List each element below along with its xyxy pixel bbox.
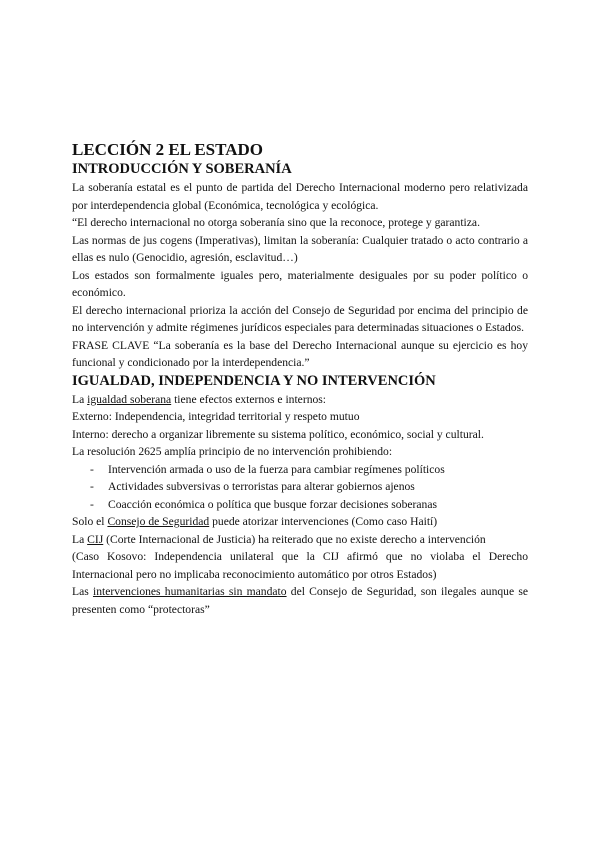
paragraph: La resolución 2625 amplía principio de no intervención prohibiendo:	[72, 445, 393, 458]
paragraph: “El derecho internacional no otorga soberanía sino que la reconoce, protege y garantiza.	[72, 216, 480, 229]
underlined-term: CIJ	[87, 532, 104, 546]
paragraph: Externo: Independencia, integridad territorial y respeto mutuo	[72, 410, 360, 423]
section-heading-introduccion: INTRODUCCIÓN Y SOBERANÍA	[72, 161, 292, 177]
text: Las	[72, 585, 93, 598]
paragraph	[72, 513, 528, 531]
list-item: - Coacción económica o política que busque forzar decisiones soberanas	[90, 496, 528, 514]
paragraph	[72, 391, 528, 409]
underlined-term: intervenciones humanitarias sin mandato	[92, 585, 287, 598]
section-heading-igualdad: IGUALDAD, INDEPENDENCIA Y NO INTERVENCIÓN	[72, 372, 436, 389]
bullet-list	[72, 461, 528, 514]
text: del Consejo de Seguridad, son ilegales aunque se presenten como “protectoras”	[72, 585, 529, 616]
text: tiene efectos externos e internos:	[171, 392, 327, 406]
text: Solo el	[72, 515, 108, 528]
text: La	[72, 392, 88, 406]
underlined-term: Consejo de Seguridad	[107, 515, 210, 528]
text: La	[72, 532, 88, 546]
paragraph: Los estados son formalmente iguales pero, materialmente desiguales por su poder político o económico.	[72, 268, 528, 299]
paragraph: La soberanía estatal es el punto de partida del Derecho Internacional moderno pero relativizada por interdependencia global (Económica, tecnológica y ecológica.	[72, 181, 528, 212]
paragraph: Las normas de jus cogens (Imperativas), limitan la soberanía: Cualquier tratado o acto contrario a ellas es nulo (Genocidio, agresión, esclavitud…)	[72, 233, 528, 264]
paragraph	[72, 531, 528, 549]
key-phrase-paragraph: FRASE CLAVE “La soberanía es la base del Derecho Internacional aunque su ejercicio es hoy funcional y condicionado por la interdependencia.”	[72, 338, 528, 369]
paragraph: (Caso Kosovo: Independencia unilateral que la CIJ afirmó que no violaba el Derecho Internacional pero no implicaba reconocimiento automático por otros Estados)	[72, 550, 528, 581]
text: (Corte Internacional de Justicia) ha reiterado que no existe derecho a intervención	[103, 532, 486, 546]
list-item: - Actividades subversivas o terroristas para alterar gobiernos ajenos	[90, 478, 528, 496]
paragraph: El derecho internacional prioriza la acción del Consejo de Seguridad por encima del principio de no intervención y admite régimenes jurídicos especiales para determinadas situaciones o Estados.	[72, 303, 528, 334]
paragraph: Interno: derecho a organizar libremente su sistema político, económico, social y cultural.	[72, 427, 484, 441]
underlined-term: igualdad soberana	[87, 392, 172, 406]
lesson-title: LECCIÓN 2 EL ESTADO	[72, 140, 263, 159]
list-item: - Intervención armada o uso de la fuerza para cambiar regímenes políticos	[90, 461, 528, 479]
paragraph	[72, 583, 528, 618]
text: puede atorizar intervenciones (Como caso Haití)	[209, 515, 438, 528]
